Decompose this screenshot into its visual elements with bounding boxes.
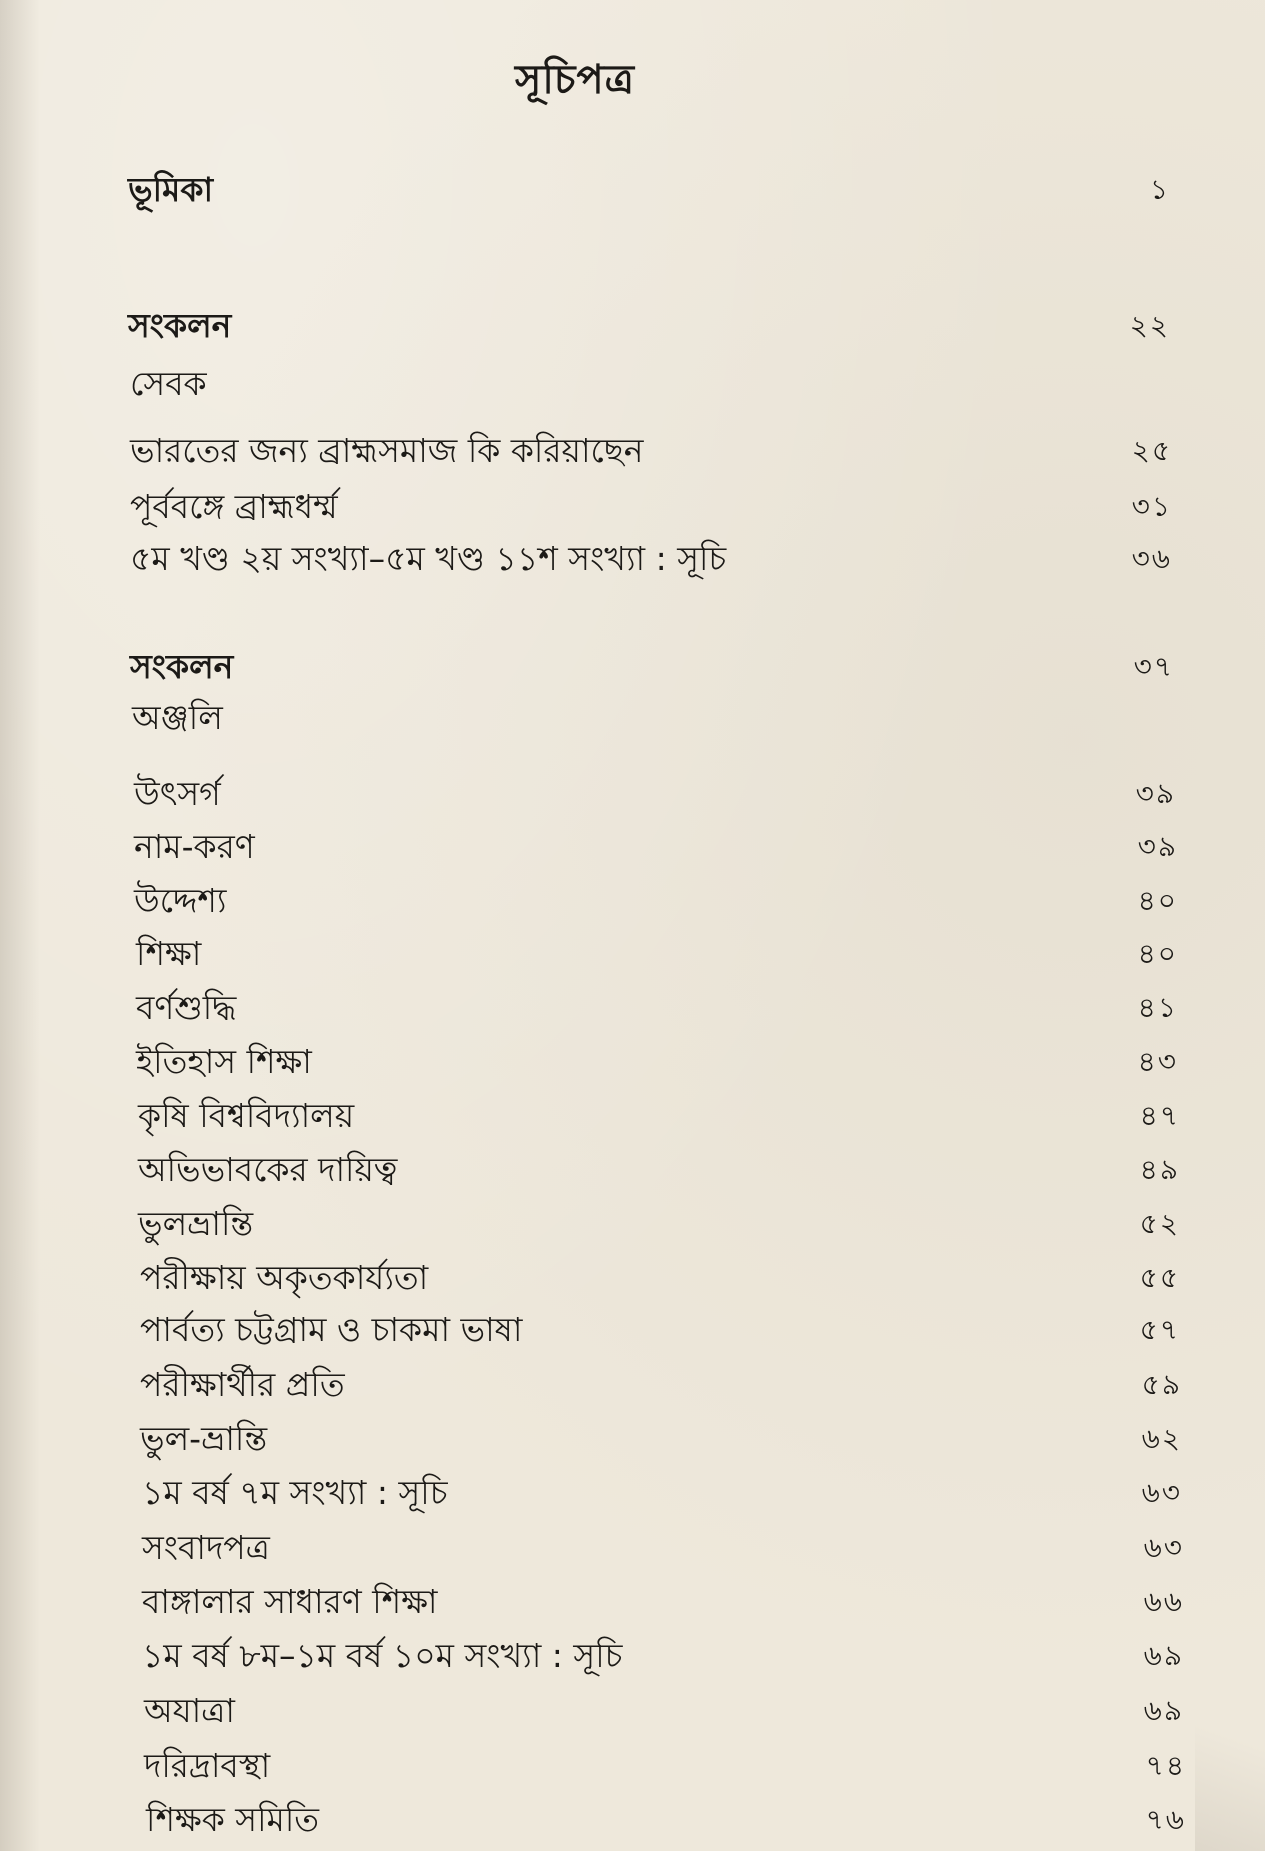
toc-entry-title: অঞ্জলি <box>132 698 223 737</box>
toc-entry-page: ৫২ <box>1139 1207 1180 1240</box>
toc-entry-page: ১ <box>1149 173 1170 206</box>
toc-section-subheading <box>0 694 1265 742</box>
toc-entry-page: ৩৯ <box>1137 830 1178 863</box>
toc-entry-page: ৬২ <box>1141 1422 1182 1455</box>
toc-entry-title: শিক্ষা <box>136 934 202 973</box>
toc-entry-title: ভুলভ্রান্তি <box>138 1204 254 1243</box>
toc-entry-page: ৪৩ <box>1137 1045 1178 1078</box>
toc-entry-page: ৬৯ <box>1143 1639 1184 1672</box>
toc-entry-page: ৪০ <box>1137 884 1178 917</box>
toc-entry <box>0 427 1265 475</box>
toc-entry-page: ৩৬ <box>1131 542 1172 575</box>
toc-entry <box>0 1038 1265 1086</box>
toc-section-heading <box>0 643 1265 691</box>
toc-entry-title: বর্ণশুদ্ধি <box>136 988 237 1027</box>
toc-entry <box>0 1796 1265 1844</box>
toc-entry-title: অভিভাবকের দায়িত্ব <box>138 1150 398 1189</box>
toc-entry-page: ৬৯ <box>1143 1694 1184 1727</box>
toc-entry-page: ৩১ <box>1131 490 1172 523</box>
toc-entry-page: ৫৯ <box>1141 1368 1182 1401</box>
toc-entry-title: দরিদ্রাবস্থা <box>144 1746 271 1785</box>
toc-entry <box>0 1469 1265 1517</box>
toc-entry <box>0 1687 1265 1735</box>
toc-entry-title: ১ম বর্ষ ৮ম–১ম বর্ষ ১০ম সংখ্যা : সূচি <box>142 1636 623 1675</box>
toc-entry-title: ভূমিকা <box>128 170 214 209</box>
toc-entry-title: পার্বত্য চট্টগ্রাম ও চাকমা ভাষা <box>140 1310 523 1349</box>
toc-entry-page: ৪১ <box>1137 991 1178 1024</box>
page-title: সূচিপত্র <box>515 57 635 103</box>
toc-entry-page: ২২ <box>1129 309 1170 342</box>
toc-entry-page: ৫৫ <box>1139 1261 1180 1294</box>
toc-entry-title: সংকলন <box>128 306 232 345</box>
toc-entry <box>0 823 1265 871</box>
toc-entry-title: উৎসর্গ <box>134 774 221 813</box>
toc-entry <box>0 1578 1265 1626</box>
toc-entry <box>0 1415 1265 1463</box>
toc-entry-title: ভুল-ভ্রান্তি <box>140 1419 268 1458</box>
toc-entry-title: শিক্ষক সমিতি <box>146 1800 320 1839</box>
toc-section-heading <box>0 302 1265 350</box>
toc-entry-title: বাঙ্গালার সাধারণ শিক্ষা <box>142 1582 438 1621</box>
toc-entry-page: ৪৯ <box>1139 1153 1180 1186</box>
toc-entry <box>0 1742 1265 1790</box>
toc-entry <box>0 1092 1265 1140</box>
toc-entry <box>0 1632 1265 1680</box>
toc-entry <box>0 1306 1265 1354</box>
toc-section-subheading <box>0 360 1265 408</box>
toc-entry <box>0 1200 1265 1248</box>
toc-entry-page: ৩৯ <box>1135 777 1176 810</box>
toc-entry-page: ৭৪ <box>1145 1749 1186 1782</box>
toc-entry-title: পূর্ববঙ্গে ব্রাহ্মধর্ম্ম <box>130 487 338 526</box>
toc-entry-title: ৫ম খণ্ড ২য় সংখ্যা–৫ম খণ্ড ১১শ সংখ্যা : সূচি <box>130 539 727 578</box>
toc-entry-title: সেবক <box>130 364 207 403</box>
toc-entry-title: নাম-করণ <box>134 827 255 866</box>
toc-entry <box>0 1146 1265 1194</box>
toc-entry <box>0 770 1265 818</box>
toc-entry <box>0 483 1265 531</box>
toc-entry <box>0 877 1265 925</box>
toc-entry-page: ৬৩ <box>1141 1476 1182 1509</box>
toc-entry-title: অযাত্রা <box>144 1691 235 1730</box>
toc-entry-title: ভারতের জন্য ব্রাহ্মসমাজ কি করিয়াছেন <box>130 431 644 470</box>
page-gutter-shadow <box>0 0 40 1851</box>
toc-entry-page: ৭৬ <box>1145 1803 1186 1836</box>
toc-entry-page: ৬৬ <box>1143 1585 1184 1618</box>
toc-entry-title: উদ্দেশ্য <box>134 881 227 920</box>
toc-entry-page: ২৫ <box>1131 434 1172 467</box>
toc-entry-title: সংকলন <box>130 647 234 686</box>
toc-entry-page: ৪০ <box>1137 937 1178 970</box>
toc-entry-page: ৩৭ <box>1133 650 1174 683</box>
toc-entry <box>0 1254 1265 1302</box>
toc-entry-title: ইতিহাস শিক্ষা <box>136 1042 312 1081</box>
toc-entry-page: ৬৩ <box>1143 1531 1184 1564</box>
toc-entry-title: সংবাদপত্র <box>142 1528 270 1567</box>
toc-entry <box>0 1361 1265 1409</box>
toc-entry-title: পরীক্ষায় অকৃতকার্য্যতা <box>140 1258 429 1297</box>
toc-entry-title: পরীক্ষার্থীর প্রতি <box>140 1365 345 1404</box>
toc-entry <box>0 930 1265 978</box>
toc-entry-page: ৪৭ <box>1139 1099 1180 1132</box>
toc-entry-title: কৃষি বিশ্ববিদ্যালয় <box>138 1096 355 1135</box>
toc-entry <box>0 984 1265 1032</box>
toc-entry <box>0 1524 1265 1572</box>
toc-entry <box>0 166 1265 214</box>
toc-entry-page: ৫৭ <box>1139 1313 1180 1346</box>
toc-entry-title: ১ম বর্ষ ৭ম সংখ্যা : সূচি <box>142 1473 448 1512</box>
toc-entry <box>0 535 1265 583</box>
